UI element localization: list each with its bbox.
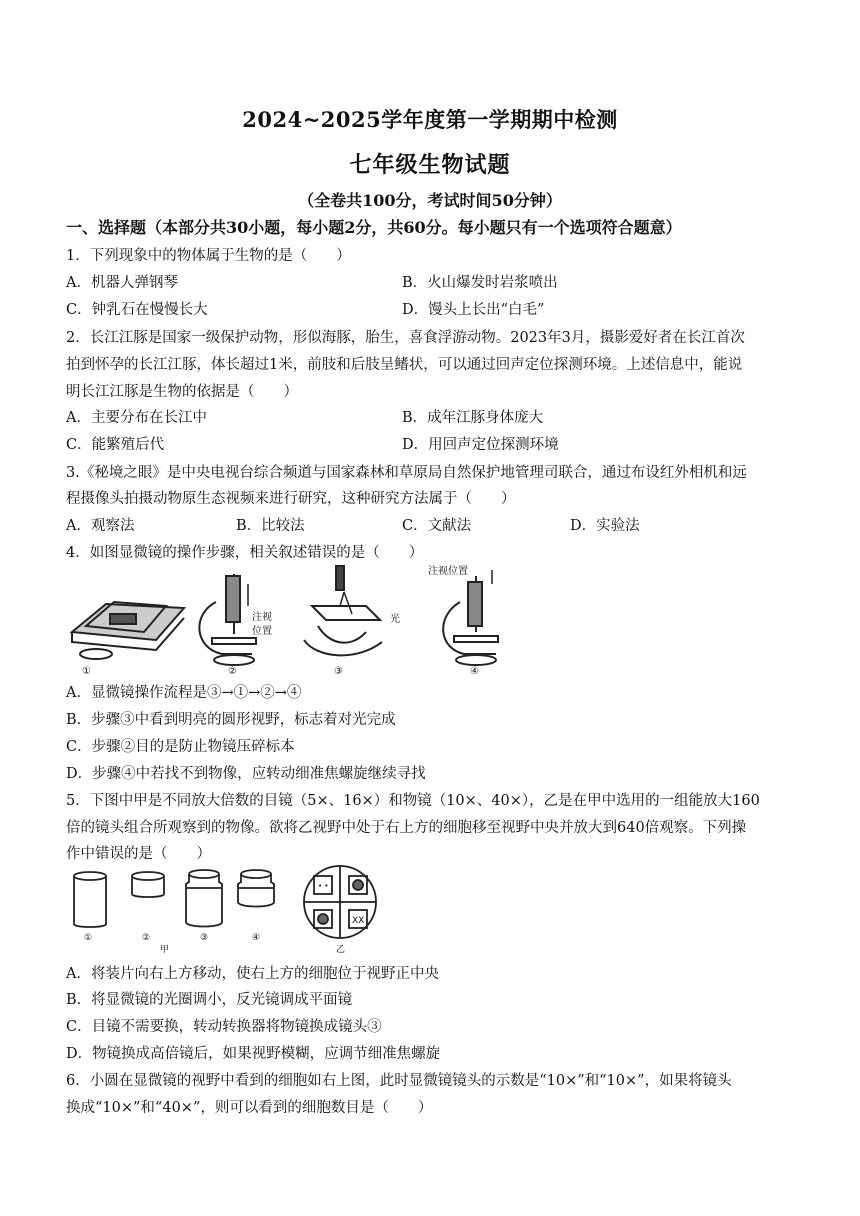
q5-stem-line-1: 5．下图中甲是不同放大倍数的目镜（5×、16×）和物镜（10×、40×），乙是在甲中选用的一组能放大160 [66,793,760,809]
q2-option-b: B．成年江豚身体庞大 [402,410,544,426]
q5-lens-label-3: ③ [200,933,209,943]
section-heading: 一、选择题（本部分共30小题，每小题2分，共60分。每小题只有一个选项符合题意） [66,218,682,237]
q5-stem-line-2: 倍的镜头组合所观察到的物像。欲将乙视野中处于右上方的细胞移至视野中央并放大到640倍观察。下列操 [66,820,747,836]
q4-microscope-figure [66,562,506,680]
q4-fig-label-watch-a: 注视 [252,612,272,623]
q1-option-c: C．钟乳石在慢慢长大 [66,302,208,318]
q1-stem: 1．下列现象中的物体属于生物的是（ ） [66,248,351,264]
q5-option-a: A．将装片向右上方移动，使右上方的细胞位于视野正中央 [66,966,439,982]
q3-option-c: C．文献法 [402,518,472,534]
q4-option-a: A．显微镜操作流程是③→①→②→④ [66,685,302,701]
q3-option-d: D．实验法 [570,518,640,534]
q3-option-a: A．观察法 [66,518,135,534]
q2-stem-line-2: 拍到怀孕的长江江豚，体长超过1米，前肢和后肢呈鳍状，可以通过回声定位探测环境。上述信息中，能说 [66,357,743,373]
q3-option-b: B．比较法 [236,518,305,534]
q4-fig-label-watch: 注视位置 [428,566,468,577]
q1-option-a: A．机器人弹钢琴 [66,275,178,291]
q4-fig-step-4: ④ [470,666,479,677]
q4-fig-label-light: 光 [390,614,400,625]
q4-option-d: D．步骤④中若找不到物像，应转动细准焦螺旋继续寻找 [66,766,426,782]
exam-note: （全卷共100分，考试时间50分钟） [298,191,562,210]
q5-option-d: D．物镜换成高倍镜后，如果视野模糊，应调节细准焦螺旋 [66,1046,441,1062]
q5-lens-label-2: ② [142,933,151,943]
q6-stem-line-2: 换成“10×”和“40×”，则可以看到的细胞数目是（ ） [66,1100,433,1116]
exam-subtitle: 七年级生物试题 [349,152,511,178]
q5-option-b: B．将显微镜的光圈调小，反光镜调成平面镜 [66,992,353,1008]
q5-group-yi: 乙 [336,945,346,955]
q2-stem-line-3: 明长江江豚是生物的依据是（ ） [66,384,298,400]
q2-stem-line-1: 2．长江江豚是国家一级保护动物，形似海豚，胎生，喜食浮游动物。2023年3月，摄影爱好者在长江首次 [66,330,745,346]
q5-lens-figure [66,864,396,956]
q4-fig-step-1: ① [82,666,91,677]
q1-option-d: D．馒头上长出“白毛” [402,302,545,318]
q2-option-a: A．主要分布在长江中 [66,410,207,426]
q3-stem-line-2: 程摄像头拍摄动物原生态视频来进行研究，这种研究方法属于（ ） [66,491,516,507]
svg-text:• •: • • [318,882,329,890]
q2-option-c: C．能繁殖后代 [66,437,165,453]
q3-stem-line-1: 3.《秘境之眼》是中央电视台综合频道与国家森林和草原局自然保护地管理司联合，通过布设红外相机和远 [66,465,747,481]
q5-lens-label-4: ④ [252,933,261,943]
q4-option-c: C．步骤②目的是防止物镜压碎标本 [66,739,295,755]
q5-option-c: C．目镜不需要换，转动转换器将物镜换成镜头③ [66,1019,382,1035]
q4-fig-label-watch-b: 位置 [252,626,272,637]
svg-text:XX: XX [352,916,365,926]
q4-fig-step-2: ② [228,666,237,677]
q4-stem: 4．如图显微镜的操作步骤，相关叙述错误的是（ ） [66,545,424,561]
q6-stem-line-1: 6．小圆在显微镜的视野中看到的细胞如右上图，此时显微镜镜头的示数是“10×”和“10×”，如果将镜头 [66,1073,732,1089]
q5-group-jia: 甲 [160,945,170,955]
q5-lens-label-1: ① [84,933,93,943]
q1-option-b: B．火山爆发时岩浆喷出 [402,275,558,291]
q4-fig-step-3: ③ [334,666,343,677]
exam-title: 2024~2025学年度第一学期期中检测 [242,107,618,132]
q4-option-b: B．步骤③中看到明亮的圆形视野，标志着对光完成 [66,712,396,728]
q2-option-d: D．用回声定位探测环境 [402,437,559,453]
q5-stem-line-3: 作中错误的是（ ） [66,846,211,862]
